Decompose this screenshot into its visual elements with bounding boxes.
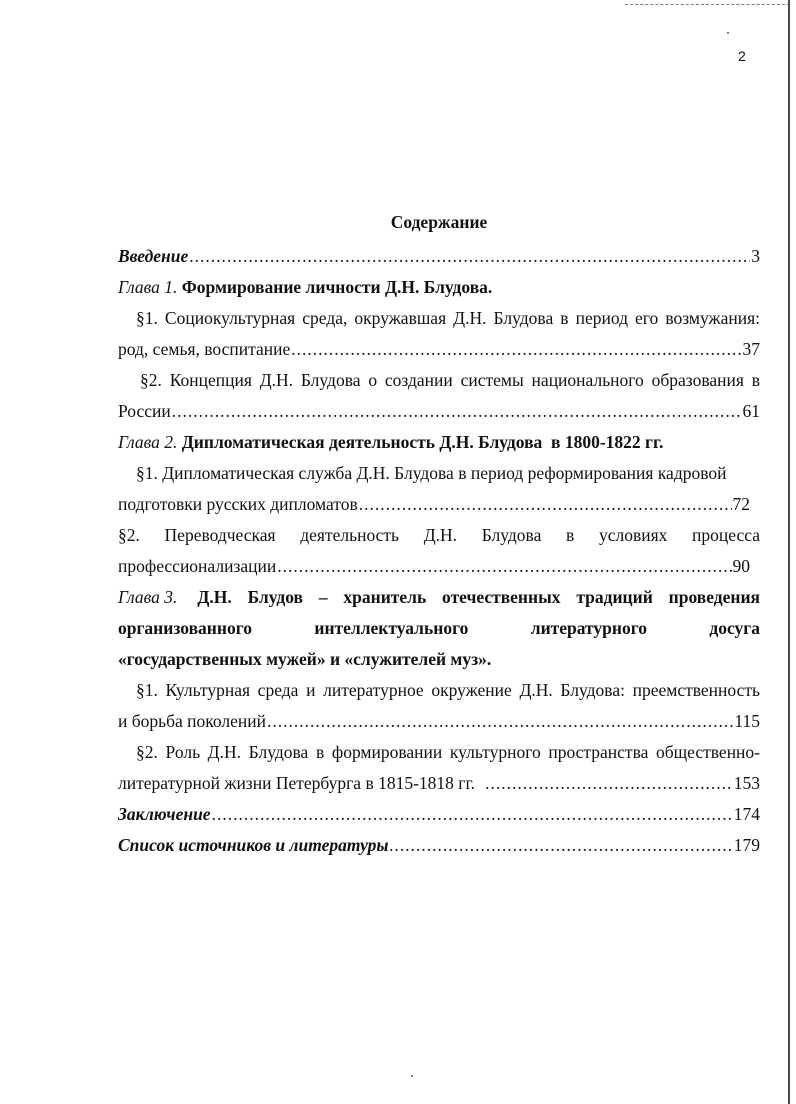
entry-label: профессионализации: [118, 556, 277, 576]
entry-label: род, семья, воспитание: [118, 339, 291, 359]
dot-leader: [291, 334, 741, 365]
chapter-title-continued: «государственных мужей» и «служителей муз».: [118, 649, 492, 669]
entry-page: 3: [751, 246, 760, 266]
table-of-contents: [118, 207, 760, 861]
toc-section-tail[interactable]: [118, 334, 760, 365]
toc-section-tail[interactable]: [118, 551, 750, 582]
dot-leader: [359, 489, 732, 520]
toc-entry-conclusion[interactable]: [118, 799, 760, 830]
toc-entry-introduction[interactable]: [118, 241, 760, 272]
chapter-title: Формирование личности Д.Н. Блудова.: [181, 277, 493, 297]
entry-page: 90: [732, 556, 750, 576]
dot-leader: [485, 768, 733, 799]
toc-entry-sources[interactable]: [118, 830, 760, 861]
entry-page: 72: [732, 494, 750, 514]
chapter-title: Дипломатическая деятельность Д.Н. Блудова в 1800-1822 гг.: [181, 432, 664, 452]
toc-section-tail[interactable]: [118, 489, 750, 520]
toc-chapter-3[interactable]: [118, 582, 760, 613]
toc-section-line[interactable]: §1. Дипломатическая служба Д.Н. Блудова в период реформирования кадровой: [136, 463, 727, 483]
toc-chapter-2[interactable]: [118, 427, 760, 458]
entry-page: 174: [733, 804, 760, 824]
scan-speck: [727, 32, 729, 34]
toc-section-line[interactable]: §2. Переводческая деятельность Д.Н. Блудова в условиях процесса: [118, 525, 760, 545]
toc-section-line[interactable]: §1. Социокультурная среда, окружавшая Д.Н. Блудова в период его возмужания:: [136, 308, 760, 328]
toc-section-tail[interactable]: [118, 396, 760, 427]
page-number: 2: [738, 48, 746, 64]
entry-label: Список источников и литературы: [118, 835, 389, 855]
toc-title: Содержание: [390, 212, 488, 232]
toc-chapter-1[interactable]: [118, 272, 760, 303]
dot-leader: [212, 799, 733, 830]
entry-label: подготовки русских дипломатов: [118, 494, 358, 514]
toc-section-line[interactable]: §1. Культурная среда и литературное окружение Д.Н. Блудова: преемственность: [136, 680, 760, 700]
toc-section-line[interactable]: §2. Концепция Д.Н. Блудова о создании системы национального образования в: [140, 370, 760, 390]
dot-leader: [390, 830, 733, 861]
chapter-title: Д.Н. Блудов – хранитель отечественных традиций проведения: [197, 587, 760, 607]
toc-section-tail[interactable]: [118, 768, 760, 799]
chapter-label: Глава 2.: [118, 432, 178, 452]
entry-page: 153: [733, 773, 760, 793]
entry-page: 179: [733, 835, 760, 855]
chapter-title-continued: организованного интеллектуального литературного досуга: [118, 618, 760, 638]
dot-leader: [267, 706, 733, 737]
entry-label: Заключение: [118, 804, 211, 824]
entry-page: 37: [742, 339, 760, 359]
entry-page: 115: [734, 711, 760, 731]
entry-page: 61: [742, 401, 760, 421]
entry-label: и борьба поколений: [118, 711, 267, 731]
toc-section-tail[interactable]: [118, 706, 760, 737]
scan-edge: [788, 0, 790, 1104]
entry-label: России: [118, 401, 171, 421]
entry-label: Введение: [118, 246, 189, 266]
dot-leader: [277, 551, 731, 582]
chapter-label: Глава 1.: [118, 277, 178, 297]
dot-leader: [189, 241, 750, 272]
scan-speck: [411, 1075, 413, 1077]
entry-label: литературной жизни Петербурга в 1815-1818 гг.: [118, 773, 476, 793]
scan-edge-top: [625, 4, 790, 5]
chapter-label: Глава 3.: [118, 587, 178, 607]
toc-section-line[interactable]: §2. Роль Д.Н. Блудова в формировании культурного пространства общественно-: [136, 742, 760, 762]
dot-leader: [172, 396, 742, 427]
